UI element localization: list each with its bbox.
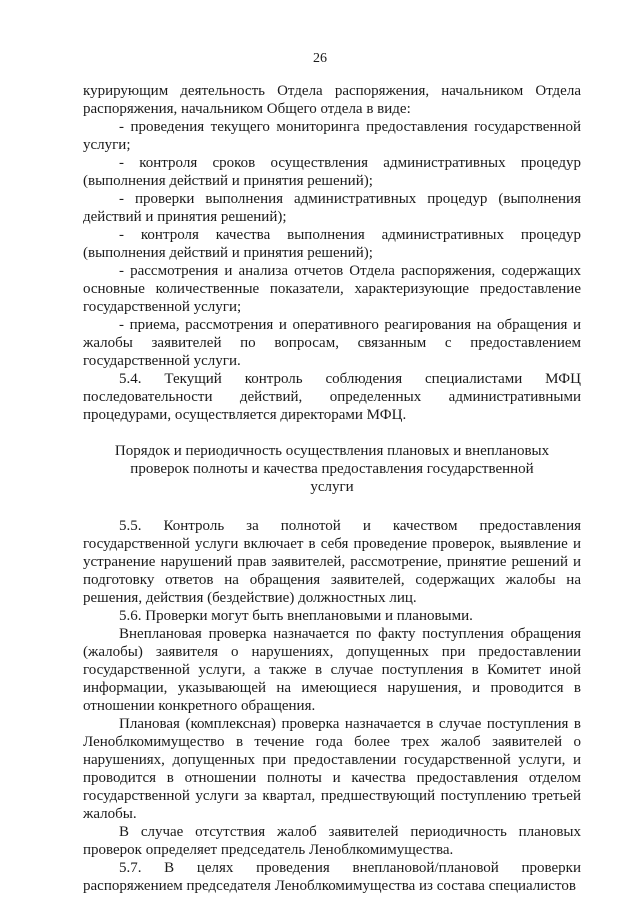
paragraph: В случае отсутствия жалоб заявителей периодичность плановых проверок определяет председатель Леноблкомимущества.	[83, 824, 581, 858]
paragraph: 5.7. В целях проведения внеплановой/плановой проверки распоряжением председателя Леноблкомимущества из состава специалистов	[83, 860, 581, 894]
section-heading: Порядок и периодичность осуществления плановых и внеплановых проверок полноты и качества предоставления государственной услуги	[114, 443, 550, 495]
page-number: 26	[313, 51, 327, 66]
paragraph: - рассмотрения и анализа отчетов Отдела распоряжения, содержащих основные количественные показатели, характеризующие предоставление государственной услуги;	[83, 263, 581, 315]
paragraph: - приема, рассмотрения и оперативного реагирования на обращения и жалобы заявителей по вопросам, связанным с предоставлением государственной услуги.	[83, 317, 581, 369]
paragraph: - контроля качества выполнения административных процедур (выполнения действий и принятия решений);	[83, 227, 581, 261]
paragraph: - проведения текущего мониторинга предоставления государственной услуги;	[83, 119, 581, 153]
paragraph: - проверки выполнения административных процедур (выполнения действий и принятия решений);	[83, 191, 581, 225]
paragraph: курирующим деятельность Отдела распоряжения, начальником Отдела распоряжения, начальником Общего отдела в виде:	[83, 83, 581, 117]
paragraph: 5.5. Контроль за полнотой и качеством предоставления государственной услуги включает в себя проведение проверок, выявление и устранение нарушений прав заявителей, рассмотрение, принятие решений и подготовку ответов на обращения заявителей, содержащих жалобы на решения, действия (бездействие) должностных лиц.	[83, 518, 581, 606]
paragraphs-top	[83, 82, 581, 424]
paragraph: Плановая (комплексная) проверка назначается в случае поступления в Леноблкомимущество в течение года более трех жалоб заявителей о нарушениях, допущенных при предоставлении государственной услуги, и проводится в отношении полноты и качества предоставления отделом государственной услуги за квартал, предшествующий поступлению третьей жалобы.	[83, 716, 581, 822]
paragraph: Внеплановая проверка назначается по факту поступления обращения (жалобы) заявителя о нарушениях, допущенных при предоставлении государственной услуги, а также в случае поступления в Комитет иной информации, указывающей на имеющиеся нарушения, и проводится в отношении конкретного обращения.	[83, 626, 581, 714]
paragraph: 5.6. Проверки могут быть внеплановыми и плановыми.	[119, 608, 473, 624]
paragraph: - контроля сроков осуществления административных процедур (выполнения действий и принятия решений);	[83, 155, 581, 189]
document-body	[83, 82, 581, 895]
paragraphs-bottom	[83, 517, 581, 895]
paragraph: 5.4. Текущий контроль соблюдения специалистами МФЦ последовательности действий, определенных административными процедурами, осуществляется директорами МФЦ.	[83, 371, 581, 423]
